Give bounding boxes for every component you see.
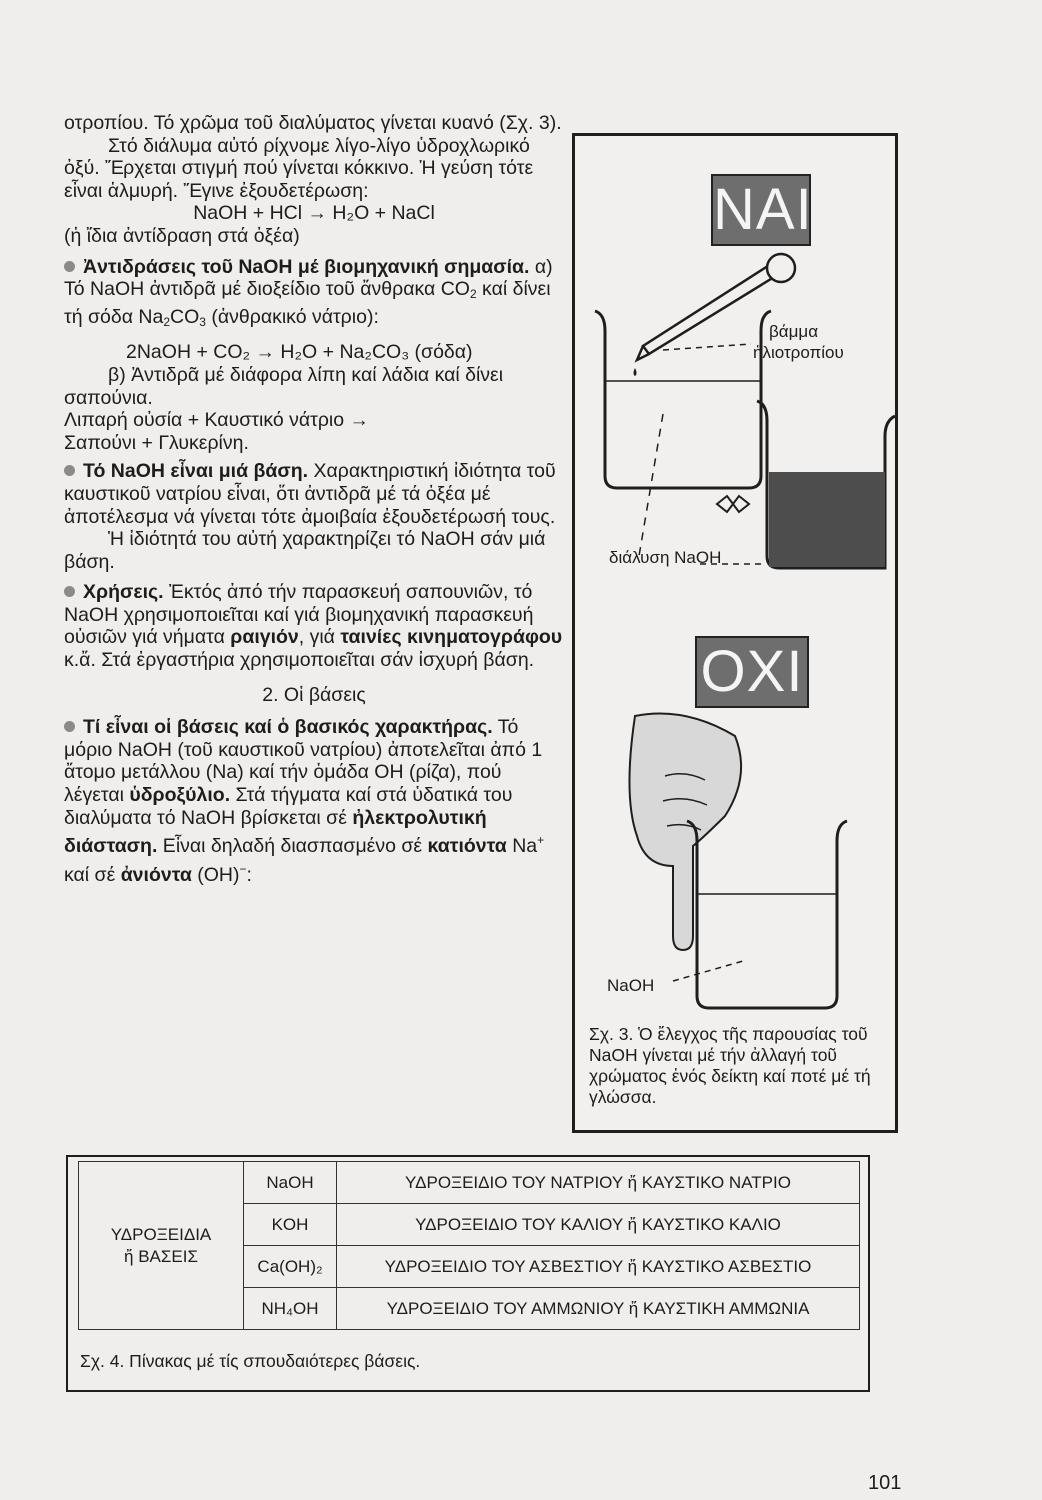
heading-uses: Χρήσεις. [83, 581, 164, 604]
formula-cell: NH₄OH [244, 1288, 337, 1330]
litmus-label-2: ἡλιοτροπίου [753, 343, 844, 362]
equation-neutralization: NaOH + HCl → H₂O + NaCl [193, 202, 435, 225]
leader-line [663, 344, 751, 350]
litmus-label-1: βάμμα [769, 322, 819, 341]
bullet-icon [64, 261, 75, 272]
text-run: Τό μόριο NaOH (τοῦ καυστικοῦ νατρίου) ἀποτελεῖται ἀπό 1 ἄτομο μετάλλου (Na) καί τήν ὁμάδα OH (ρίζα), πού λέγεται [64, 716, 543, 807]
paragraph: Στό διάλυμα αὐτό ρίχνομε λίγο-λίγο ὑδροχλωρικό ὀξύ. Ἔρχεται στιγμή πού γίνεται κόκκινο. Ἡ γεύση τότε εἶναι ἁλμυρή. Ἔγινε ἐξουδετέρωση: [64, 134, 534, 202]
bold-term: ταινίες κινηματογράφου [340, 626, 563, 649]
formula-cell: KOH [244, 1204, 337, 1246]
text-run: (OH) [191, 863, 240, 886]
bold-term: ραιγιόν [230, 626, 299, 649]
bullet-icon [64, 721, 75, 732]
text-run: α) Τό NaOH ἀντιδρᾶ μέ διοξείδιο τοῦ ἄνθρακα CO [64, 255, 553, 301]
group-label: ἤ ΒΑΣΕΙΣ [124, 1246, 198, 1266]
text-run: (ἀνθρακικό νάτριο): [205, 305, 379, 328]
text-run: καί σέ [64, 863, 121, 886]
paragraph-industrial [64, 256, 564, 334]
beaker-naoh-icon [687, 821, 847, 1008]
paragraph-uses [64, 581, 564, 671]
solution-label: διάλυση NaOH [609, 548, 722, 567]
superscript: + [537, 833, 545, 848]
pointing-hand-icon [629, 714, 741, 951]
bullet-icon [64, 586, 75, 597]
equation-soap-1: Λιπαρή οὐσία + Καυστικό νάτριο → [64, 409, 370, 432]
text-run: Εἶναι δηλαδή διασπασμένο σέ [157, 835, 428, 858]
text-run: Na [506, 835, 538, 858]
naoh-label: NaOH [607, 976, 655, 995]
heading-bases: Τί εἶναι οἱ βάσεις καί ὁ βασικός χαρακτήρας. [83, 716, 493, 739]
equation-soda: 2NaOH + CO₂ → H₂O + Na₂CO₃ (σόδα) [126, 341, 473, 364]
text-run: Χαρακτηριστική ἰδιότητα τοῦ καυστικοῦ νατρίου εἶναι, ὅτι ἀντιδρᾶ μέ τά ὀξέα μέ ἀποτέλεσμα νά γίνεται τότε ἀμοιβαία ἐξουδετέρωσή τους. [64, 460, 556, 528]
text-run: κ.ἄ. Στά ἐργαστήρια χρησιμοποιεῖται σάν ἰσχυρή βάση. [64, 649, 535, 672]
bases-table-box [66, 1155, 870, 1392]
name-cell: ΥΔΡΟΞΕΙΔΙΟ ΤΟΥ ΚΑΛΙΟΥ ἤ ΚΑΥΣΤΙΚΟ ΚΑΛΙΟ [337, 1204, 860, 1246]
page-number: 101 [868, 1472, 902, 1494]
name-cell: ΥΔΡΟΞΕΙΔΙΟ ΤΟΥ ΑΣΒΕΣΤΙΟΥ ἤ ΚΑΥΣΤΙΚΟ ΑΣΒΕΣΤΙΟ [337, 1246, 860, 1288]
heading-industrial: Ἀντιδράσεις τοῦ NaOH μέ βιομηχανική σημασία. [83, 255, 530, 278]
drop-icon [634, 368, 637, 376]
text-run: , γιά [298, 626, 341, 649]
name-cell: ΥΔΡΟΞΕΙΔΙΟ ΤΟΥ ΑΜΜΩΝΙΟΥ ἤ ΚΑΥΣΤΙΚΗ ΑΜΜΩΝΙΑ [337, 1288, 860, 1330]
text-run: : [246, 863, 252, 886]
table-row [79, 1162, 860, 1204]
body-text-column [64, 112, 564, 886]
label-no: ΟΧΙ [695, 636, 809, 708]
subscript: 2 [163, 314, 171, 329]
leader-line [673, 961, 743, 981]
beaker-litmus-icon [595, 311, 771, 488]
name-cell: ΥΔΡΟΞΕΙΔΙΟ ΤΟΥ ΝΑΤΡΙΟΥ ἤ ΚΑΥΣΤΙΚΟ ΝΑΤΡΙΟ [337, 1162, 860, 1204]
bullet-icon [64, 465, 75, 476]
table-caption: Σχ. 4. Πίνακας μέ τίς σπουδαιότερες βάσεις. [80, 1351, 421, 1371]
paragraph-base [64, 460, 564, 528]
text-run: CO [170, 305, 200, 328]
text-run: καί δίνει τή σόδα Na [64, 278, 551, 328]
formula-cell: Ca(OH)₂ [244, 1246, 337, 1288]
group-cell [79, 1162, 244, 1330]
heading-base: Τό NaOH εἶναι μιά βάση. [83, 460, 309, 483]
bold-term: κατιόντα [427, 835, 507, 858]
bases-table [78, 1161, 860, 1330]
subscript: 3 [199, 314, 206, 329]
leader-line [639, 414, 663, 556]
paragraph: (ἡ ἴδια ἀντίδραση στά ὀξέα) [64, 224, 300, 247]
pour-arrow-icon [717, 496, 749, 512]
beaker-solution-icon [757, 401, 895, 568]
paragraph: β) Ἀντιδρᾶ μέ διάφορα λίπη καί λάδια καί δίνει σαπούνια. [64, 363, 504, 409]
paragraph: οτροπίου. Τό χρῶμα τοῦ διαλύματος γίνεται κυανό (Σχ. 3). [64, 112, 562, 134]
caption-text: Σχ. 3. Ὁ ἔλεγχος τῆς παρουσίας τοῦ NaOH γίνεται μέ τήν ἀλλαγή τοῦ χρώματος ἑνός δείκτη καί ποτέ μέ τή γλώσσα. [589, 1024, 871, 1107]
figure-box [572, 133, 898, 1133]
text-run: Ἐκτός ἀπό τήν παρασκευή σαπουνιῶν, τό NaOH χρησιμοποιεῖται καί γιά βιομηχανική παρασκευή οὐσιῶν γιά νήματα [64, 581, 534, 649]
label-yes: ΝΑΙ [711, 174, 811, 246]
paragraph-bases [64, 716, 564, 886]
bold-term: ἠλεκτρολυτική διάσταση. [64, 806, 487, 858]
group-label: ΥΔΡΟΞΕΙΔΙΑ [110, 1224, 212, 1244]
subscript: 2 [469, 287, 477, 302]
figure-caption [589, 1024, 889, 1108]
equation-soap-2: Σαπούνι + Γλυκερίνη. [64, 431, 249, 454]
superscript: − [239, 861, 247, 876]
bold-term: ὑδροξύλιο. [129, 784, 231, 807]
bold-term: ἀνιόντα [120, 863, 192, 886]
section-title: 2. Οἱ βάσεις [262, 683, 366, 706]
formula-cell: NaOH [244, 1162, 337, 1204]
paragraph: Ἡ ἰδιότητά του αὐτή χαρακτηρίζει τό NaOH σάν μιά βάση. [64, 528, 546, 573]
text-run: Στά τήγματα καί στά ὑδατικά του διαλύματα τό NaOH βρίσκεται σέ [64, 784, 513, 829]
